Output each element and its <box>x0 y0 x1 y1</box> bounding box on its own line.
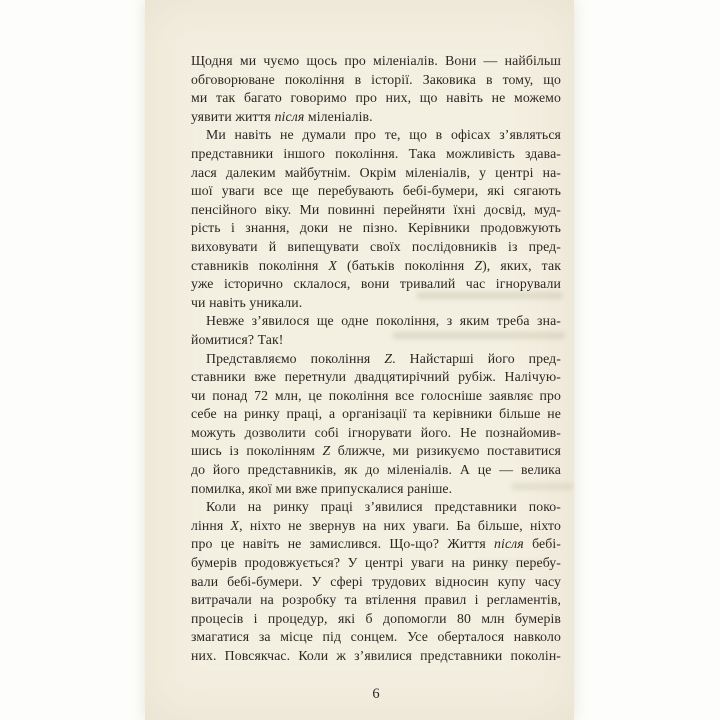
text-line: про це навіть не замислився. Що-що? Життя після бебі- <box>191 536 561 552</box>
text-line: йомитися? Так! <box>191 331 284 347</box>
text-line: чи навіть уникали. <box>191 294 303 310</box>
text-line: себе на ринку праці, а організації та керівники більше не <box>191 406 561 422</box>
text-line: помилка, якої ми вже припускалися раніше. <box>191 480 453 496</box>
text-line: змагатися за місце під сонцем. Усе оберталося навколо <box>191 629 561 645</box>
text-line: пенсійного віку. Ми повинні перейняти їхні досвід, муд- <box>191 201 561 217</box>
text-line: них. Повсякчас. Коли ж з’явилися представники поколін- <box>191 648 561 663</box>
text-line: вали бебі-бумери. У сфері трудових відносин купу часу <box>191 573 561 589</box>
page-text <box>191 52 561 666</box>
text-line: ління X, ніхто не звернув на них уваги. Ба більше, ніхто <box>191 517 561 533</box>
text-line: ставники вже перетнули двадцятирічний рубіж. Налічую- <box>191 369 561 385</box>
text-line: Представляємо покоління Z. Найстарші його пред- <box>206 350 561 366</box>
book-page <box>145 0 574 720</box>
text-line: ми так багато говоримо про них, що навіть не можемо <box>191 90 561 106</box>
text-line: уявити життя після міленіалів. <box>191 108 373 124</box>
text-line: обговорюване покоління в історії. Заковика в тому, що <box>191 71 561 87</box>
text-line: виховувати й випещувати своїх послідовників із пред- <box>191 238 561 254</box>
text-line: шої уваги все ще перебувають бебі-бумери, які сягають <box>191 183 561 199</box>
text-line: бумерів продовжується? У центрі уваги на ринку перебу- <box>191 555 561 571</box>
text-line: Щодня ми чуємо щось про міленіалів. Вони — найбільш <box>191 53 561 68</box>
text-line: до його представників, як до міленіалів. А це — велика <box>191 462 561 478</box>
text-line: представники іншого покоління. Така можливість здава- <box>191 145 561 161</box>
text-line: лася далеким майбутнім. Окрім міленіалів, у центрі на- <box>191 164 561 180</box>
text-line: ставників покоління X (батьків покоління Z), яких, так <box>191 257 561 273</box>
text-line: шись із поколінням Z ближче, ми ризикуємо поставитися <box>191 443 561 459</box>
text-line: рість і знання, доки не пізно. Керівники продовжують <box>191 220 561 236</box>
text-line: Коли на ринку праці з’явилися представники поко- <box>206 499 561 515</box>
text-line: процесів і процедур, які б допомогли 80 млн бумерів <box>191 610 561 626</box>
page-number: 6 <box>372 686 380 702</box>
text-line: Невже з’явилося ще одне покоління, з яким треба зна- <box>206 313 561 329</box>
text-line: чи понад 72 млн, це покоління все голосніше заявляє про <box>191 387 561 403</box>
text-line: уже історично склалося, вони тривалий час ігнорували <box>191 276 561 292</box>
text-line: витрачали на розробку та втілення правил і регламентів, <box>191 592 561 608</box>
text-line: можуть дозволити собі ігнорувати його. Не познайомив- <box>191 424 561 440</box>
text-line: Ми навіть не думали про те, що в офісах з’являться <box>206 127 561 143</box>
